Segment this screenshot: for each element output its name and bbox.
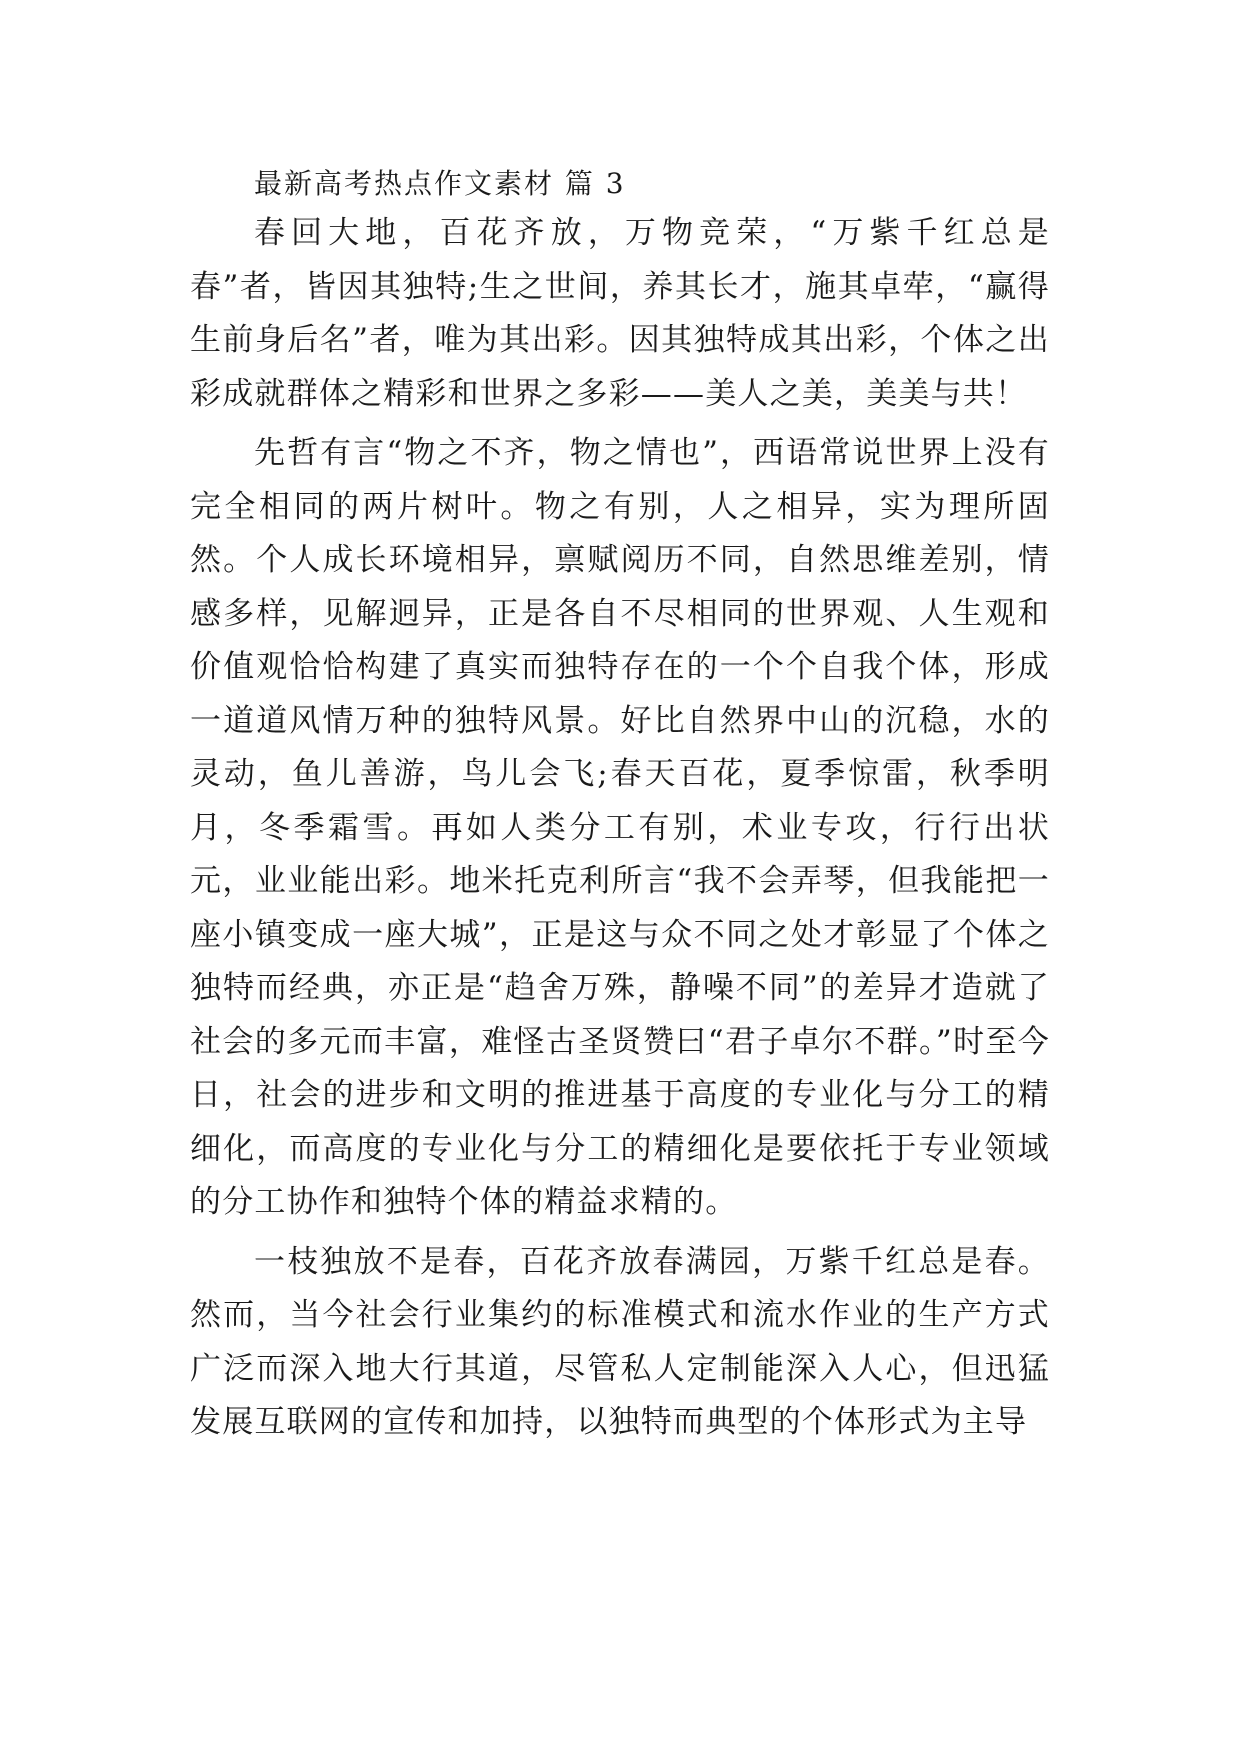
document-title: 最新高考热点作文素材 篇 3 (254, 167, 626, 200)
paragraph-1: 春回大地，百花齐放，万物竞荣，“万紫千红总是春”者，皆因其独特;生之世间，养其长才，施其卓荦，“赢得生前身后名”者，唯为其出彩。因其独特成其出彩，个体之出彩成就群体之精彩和世界之多彩——美人之美，美美与共！ (190, 215, 1050, 412)
paragraph-3: 一枝独放不是春，百花齐放春满园，万紫千红总是春。然而，当今社会行业集约的标准模式和流水作业的生产方式广泛而深入地大行其道，尽管私人定制能深入人心，但迅猛发展互联网的宣传和加持，以独特而典型的个体形式为主导 (190, 1243, 1050, 1440)
document-body (190, 161, 1050, 1450)
paragraph-2: 先哲有言“物之不齐，物之情也”，西语常说世界上没有完全相同的两片树叶。物之有别，人之相异，实为理所固然。个人成长环境相异，禀赋阅历不同，自然思维差别，情感多样，见解迥异，正是各自不尽相同的世界观、人生观和价值观恰恰构建了真实而独特存在的一个个自我个体，形成一道道风情万种的独特风景。好比自然界中山的沉稳，水的灵动，鱼儿善游，鸟儿会飞;春天百花，夏季惊雷，秋季明月，冬季霜雪。再如人类分工有别，术业专攻，行行出状元，业业能出彩。地米托克利所言“我不会弄琴，但我能把一座小镇变成一座大城”，正是这与众不同之处才彰显了个体之独特而经典，亦正是“趋舍万殊，静噪不同”的差异才造就了社会的多元而丰富，难怪古圣贤赞曰“君子卓尔不群。”时至今日，社会的进步和文明的推进基于高度的专业化与分工的精细化，而高度的专业化与分工的精细化是要依托于专业领域的分工协作和独特个体的精益求精的。 (190, 435, 1050, 1220)
